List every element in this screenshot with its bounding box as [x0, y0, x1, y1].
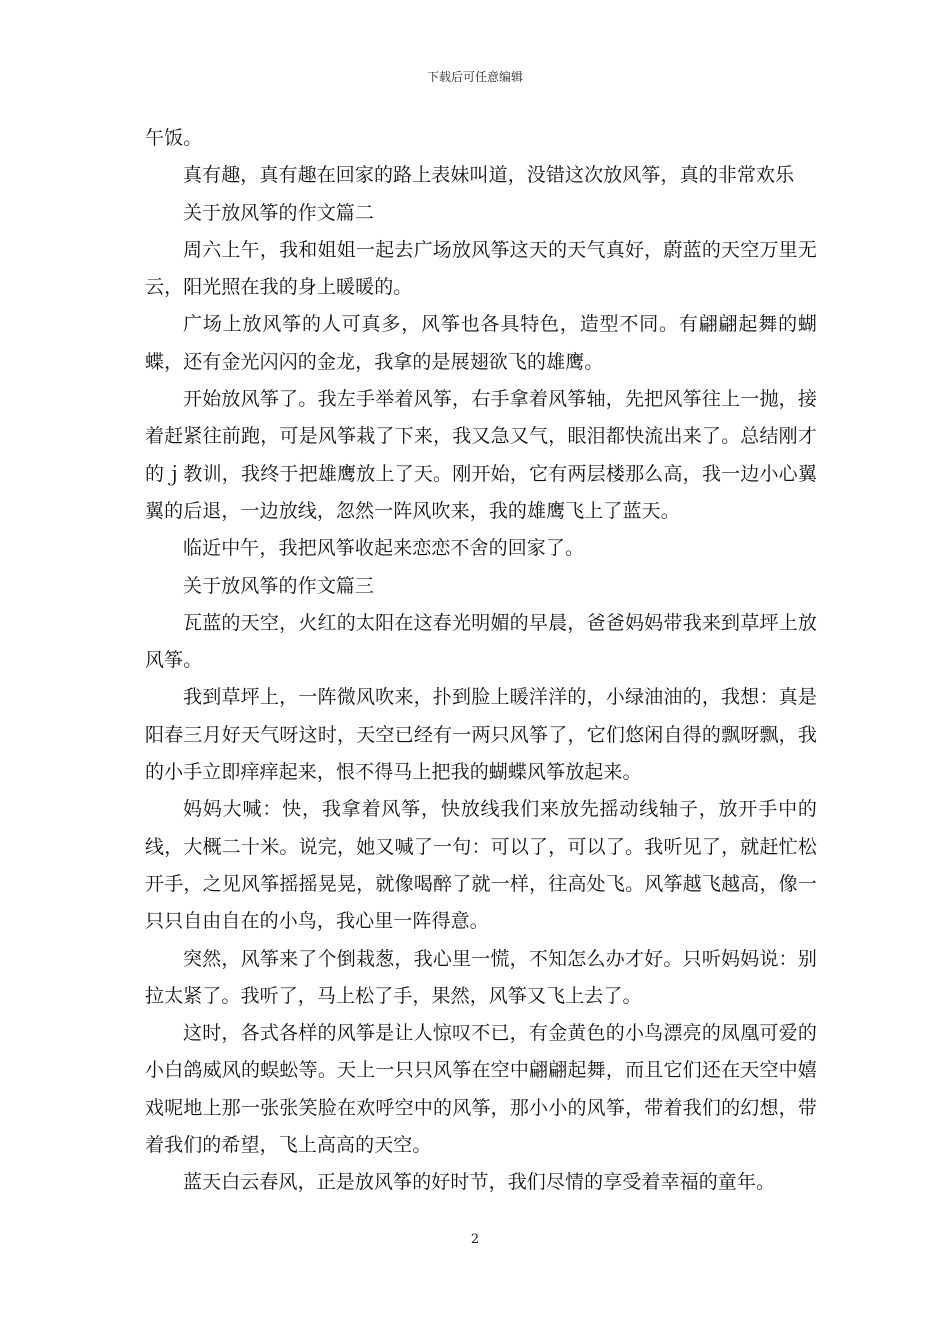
paragraph: 这时，各式各样的风筝是让人惊叹不已，有金黄色的小鸟漂亮的凤凰可爱的小白鸽威风的蜈蚣等。天上一只只风筝在空中翩翩起舞，而且它们还在天空中嬉戏呢地上那一张张笑脸在欢呼空中的风筝，那小小的风筝，带着我们的幻想，带着我们的希望，飞上高高的天空。: [145, 1022, 817, 1157]
paragraph: 周六上午，我和姐姐一起去广场放风筝这天的天气真好，蔚蓝的天空万里无云，阳光照在我的身上暖暖的。: [145, 238, 817, 299]
paragraph: 临近中午，我把风筝收起来恋恋不舍的回家了。: [183, 537, 585, 560]
page-number: 2: [470, 1232, 480, 1247]
paragraph: 真有趣，真有趣在回家的路上表妹叫道，没错这次放风筝，真的非常欢乐: [183, 164, 795, 187]
section-heading: 关于放风筝的作文篇二: [183, 201, 375, 224]
page-header: 下载后可任意编辑: [426, 70, 523, 84]
paragraph: 午饭。: [145, 127, 203, 149]
paragraph: 广场上放风筝的人可真多，风筝也各具特色，造型不同。有翩翩起舞的蝴蝶，还有金光闪闪的金龙，我拿的是展翅欲飞的雄鹰。: [145, 313, 817, 373]
paragraph: 蓝天白云春风，正是放风筝的好时节，我们尽情的享受着幸福的童年。: [183, 1171, 776, 1194]
document-body: [145, 120, 817, 1202]
section-heading: 关于放风筝的作文篇三: [183, 574, 375, 597]
paragraph: 瓦蓝的天空，火红的太阳在这春光明媚的早晨，爸爸妈妈带我来到草坪上放风筝。: [145, 611, 817, 672]
paragraph: 开始放风筝了。我左手举着风筝，右手拿着风筝轴，先把风筝往上一抛，接着赶紧往前跑，可是风筝栽了下来，我又急又气，眼泪都快流出来了。总结刚才的ｊ教训，我终于把雄鹰放上了天。刚开始，它有两层楼那么高，我一边小心翼翼的后退，一边放线，忽然一阵风吹来，我的雄鹰飞上了蓝天。: [145, 388, 817, 522]
paragraph: 我到草坪上，一阵微风吹来，扑到脸上暖洋洋的，小绿油油的，我想：真是阳春三月好天气呀这时，天空已经有一两只风筝了，它们悠闲自得的飘呀飘，我的小手立即痒痒起来，恨不得马上把我的蝴蝶风筝放起来。: [145, 686, 817, 784]
paragraph: 突然，风筝来了个倒栽葱，我心里一慌，不知怎么办才好。只听妈妈说：别拉太紧了。我听了，马上松了手，果然，风筝又飞上去了。: [145, 947, 817, 1007]
paragraph: 妈妈大喊：快，我拿着风筝，快放线我们来放先摇动线轴子，放开手中的线，大概二十米。说完，她又喊了一句：可以了，可以了。我听见了，就赶忙松开手，之见风筝摇摇晃晃，就像喝醉了就一样，往高处飞。风筝越飞越高，像一只只自由自在的小鸟，我心里一阵得意。: [145, 798, 817, 933]
